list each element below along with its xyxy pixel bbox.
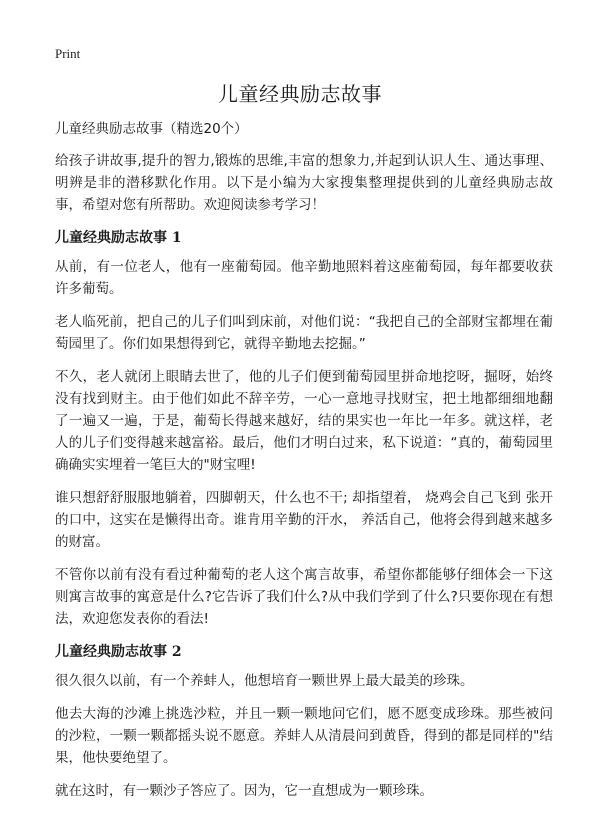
section-1-paragraph-4: 谁只想舒舒服服地躺着，四脚朝天，什么也不干; 却指望着， 烧鸡会自己飞到 张开的口中，这实在是懒得出奇。谁肯用辛勤的汗水， 养活自己，他将会得到越来越多的财富。 (55, 490, 553, 550)
section-heading-2: 儿童经典励志故事 2 (55, 644, 182, 660)
article-body (55, 118, 553, 813)
intro-paragraph: 给孩子讲故事,提升的智力,锻炼的思维,丰富的想象力,并起到认识人生、通达事理、明辨是非的潜移默化作用。以下是小编为大家搜集整理提供到的儿童经典励志故事，希望对您有所帮助。欢迎阅读参考学习！ (55, 153, 553, 213)
section-1-paragraph-1: 从前，有一位老人，他有一座葡萄园。他辛勤地照料着这座葡萄园，每年都要收获许多葡萄。 (55, 259, 553, 297)
page-title: 儿童经典励志故事 (218, 82, 382, 106)
section-2-paragraph-3: 就在这时，有一颗沙子答应了。因为，它一直想成为一颗珍珠。 (55, 783, 433, 799)
section-1-paragraph-2: 老人临死前，把自己的儿子们叫到床前，对他们说：“我把自己的全部财宝都埋在葡萄园里了。你们如果想得到它，就得辛勤地去挖掘。” (55, 314, 553, 352)
section-2-paragraph-1: 很久很久以前，有一个养蚌人，他想培育一颗世界上最大最美的珍珠。 (55, 673, 474, 689)
section-2-paragraph-2: 他去大海的沙滩上挑选沙粒，并且一颗一颗地问它们，愿不愿变成珍珠。那些被问的沙粒，一颗一颗都摇头说不愿意。养蚌人从清晨问到黄昏，得到的都是同样的"结果，他快要绝望了。 (55, 706, 553, 766)
section-1-paragraph-5: 不管你以前有没有看过种葡萄的老人这个寓言故事，希望你都能够仔细体会一下这则寓言故事的寓意是什么?它告诉了我们什么?从中我们学到了什么?只要你现在有想法，欢迎您发表你的看法! (55, 567, 553, 627)
section-heading-1: 儿童经典励志故事 1 (55, 230, 182, 246)
section-1-paragraph-3: 不久，老人就闭上眼睛去世了，他的儿子们便到葡萄园里拼命地挖呀，掘呀，始终没有找到财主。由于他们如此不辞辛劳，一心一意地寻找财宝，把土地都细细地翻了一遍又一遍，于是，葡萄长得越来越好，结的果实也一年比一年多。就这样，老人的儿子们变得越来越富裕。最后，他们才明白过来，私下说道：“真的，葡萄园里确确实实埋着一笔巨大的"财宝哩! (55, 369, 553, 473)
print-link[interactable]: Print (55, 46, 81, 61)
article-subtitle: 儿童经典励志故事（精选20个） (55, 121, 248, 137)
